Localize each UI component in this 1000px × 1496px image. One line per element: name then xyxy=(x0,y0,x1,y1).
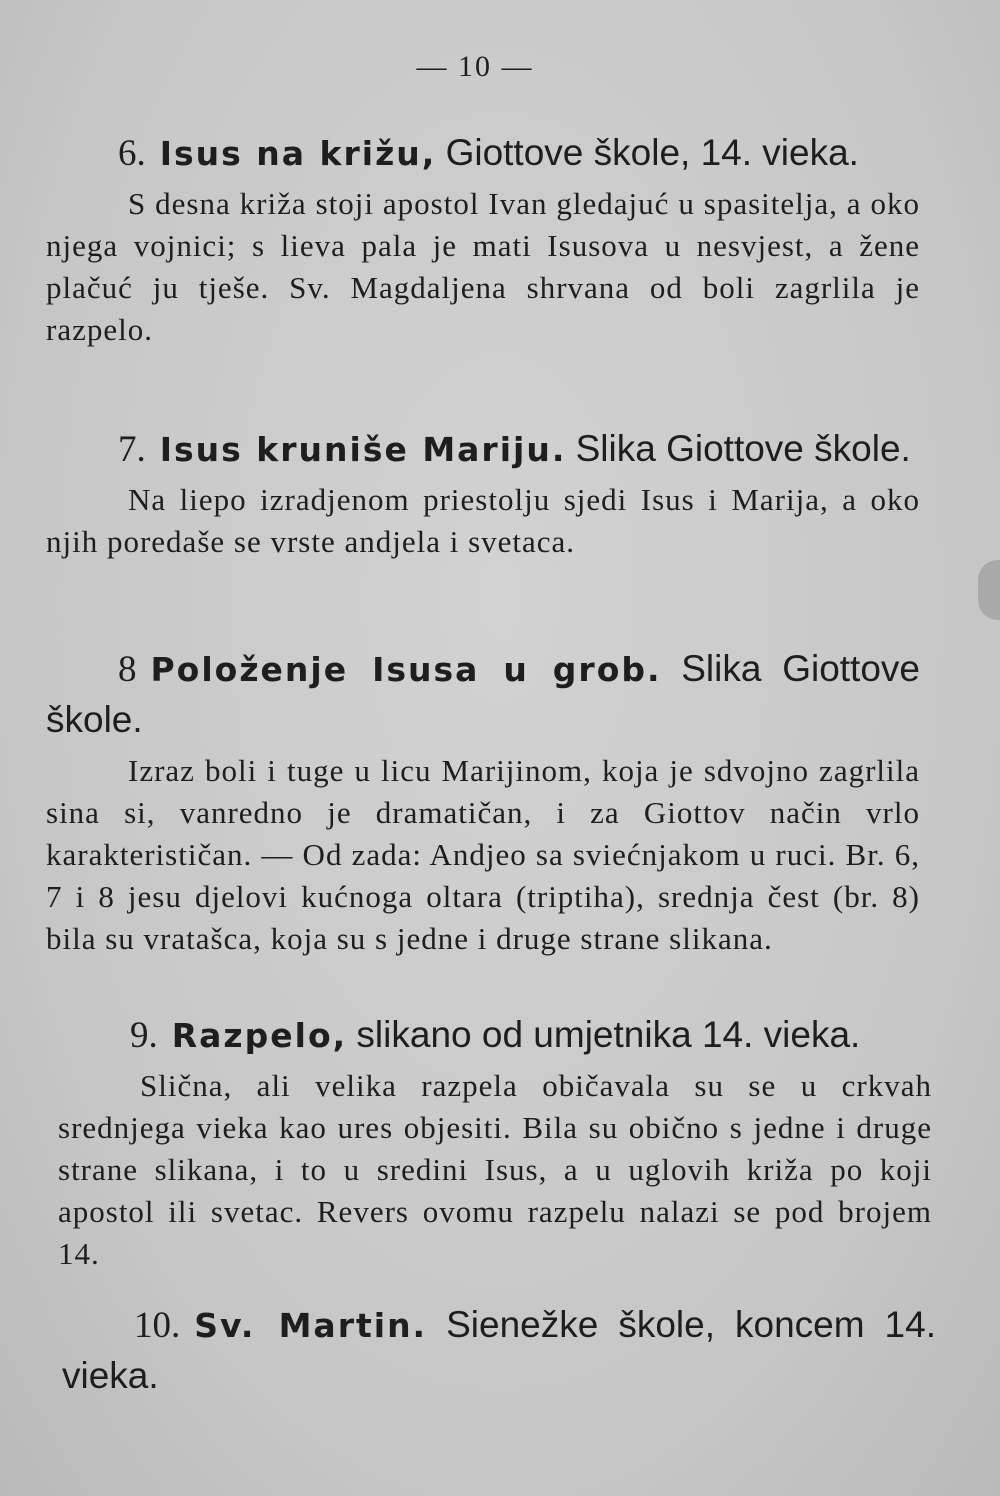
entry-heading xyxy=(46,424,920,475)
catalog-entry-7 xyxy=(46,424,920,563)
entry-description: Slična, ali velika razpela običavala su se u crkvah srednjega vieka kao ures objesiti. Bila su obično s jedne i druge strane slikana, i to u sredini Isus, a u uglovih križa po koji apostol ili svetac. Revers ovomu razpelu nalazi se pod brojem 14. xyxy=(58,1068,932,1271)
catalog-entry-6 xyxy=(46,128,920,351)
catalog-entry-10 xyxy=(62,1300,936,1402)
entry-number: 6. xyxy=(118,133,146,174)
entry-subtitle: Slika Giottove škole. xyxy=(46,648,920,740)
entry-heading xyxy=(46,128,920,179)
entry-subtitle: slikano od umjetnika 14. vieka. xyxy=(356,1014,861,1055)
catalog-entry-8 xyxy=(46,644,920,960)
entry-description: Na liepo izradjenom priestolju sjedi Isus i Marija, a oko njih poredaše se vrste andjela i svetaca. xyxy=(46,482,920,559)
entry-description: S desna križa stoji apostol Ivan gledajuć u spasitelja, a oko njega vojnici; s lieva pala je mati Isusova u nesvjest, a žene plačuć ju tješe. Sv. Magdaljena shrvana od boli zagrlila je razpelo. xyxy=(46,186,920,347)
entry-title: Isus kruniše Mariju. xyxy=(159,430,567,469)
entry-title: Razpelo, xyxy=(171,1016,348,1055)
entry-heading xyxy=(62,1300,936,1402)
entry-subtitle: Giottove škole, 14. vieka. xyxy=(445,132,859,173)
entry-number: 7. xyxy=(118,429,146,470)
catalog-entry-9 xyxy=(58,1010,932,1275)
entry-heading xyxy=(46,644,920,746)
entry-number: 10. xyxy=(134,1305,181,1346)
entry-number: 8 xyxy=(118,649,137,690)
entry-title: Isus na križu, xyxy=(159,134,437,173)
entry-subtitle: Slika Giottove škole. xyxy=(575,428,911,469)
entry-subtitle: Sienežke škole, koncem 14. vieka. xyxy=(62,1304,936,1396)
entry-heading xyxy=(58,1010,932,1061)
entry-title: Položenje Isusa u grob. xyxy=(150,650,662,689)
entry-title: Sv. Martin. xyxy=(194,1306,428,1345)
entry-description: Izraz boli i tuge u licu Marijinom, koja je sdvojno zagrlila sina si, vanredno je dramatičan, i za Giottov način vrlo karakterističan. — Od zada: Andjeo sa sviećnjakom u ruci. Br. 6, 7 i 8 jesu djelovi kućnoga oltara (triptiha), srednja čest (br. 8) bila su vratašca, koja su s jedne i druge strane slikana. xyxy=(46,753,920,956)
page-edge-mark xyxy=(978,560,1000,620)
entry-number: 9. xyxy=(130,1015,158,1056)
page-number: — 10 — xyxy=(416,50,534,83)
